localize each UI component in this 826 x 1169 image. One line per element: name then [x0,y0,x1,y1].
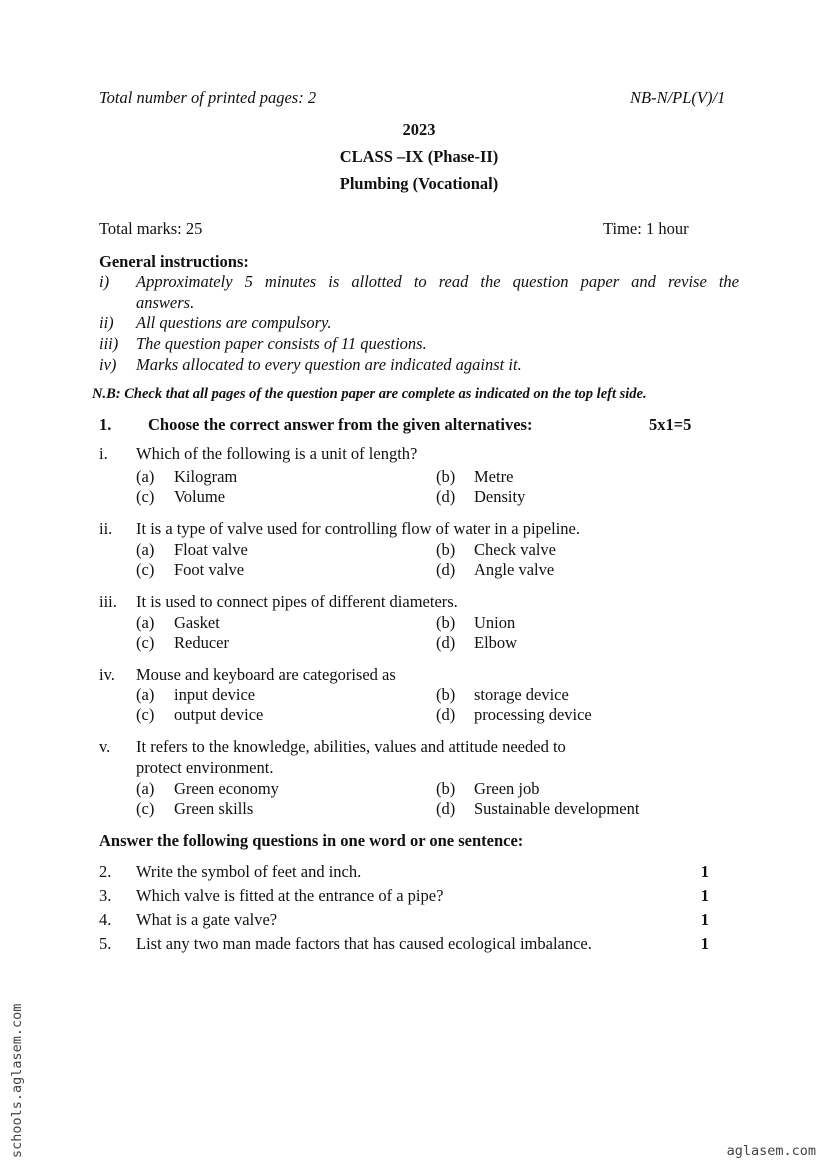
instruction-number: iv) [99,355,117,374]
exam-year: 2023 [402,120,436,139]
bottom-watermark: aglasem.com [726,1143,816,1159]
question-text: It refers to the knowledge, abilities, values and attitude needed to [136,737,566,756]
subject-title: Plumbing (Vocational) [339,174,499,193]
instruction-item [99,313,739,333]
option-a: (a) input device [136,685,256,704]
question-text: Which of the following is a unit of length? [136,444,418,463]
total-marks: Total marks: 25 [99,219,203,238]
option-c: (c) Foot valve [136,560,245,579]
option-c: (c) Reducer [136,633,229,652]
option-b: (b) Check valve [436,540,557,559]
question-text: It is used to connect pipes of different diameters. [136,592,458,611]
question-number: 2. [99,862,112,881]
question-number: ii. [99,519,113,538]
question-number: iv. [99,665,115,684]
option-d: (d) Elbow [436,633,518,652]
instruction-text: All questions are compulsory. [136,313,332,332]
question-text: What is a gate valve? [136,910,278,929]
question-number: 4. [99,910,112,929]
option-b: (b) Metre [436,467,514,486]
nb-note: N.B: Check that all pages of the question paper are complete as indicated on the top left side. [92,386,647,402]
option-a: (a) Green economy [136,779,279,798]
instruction-item [99,272,739,292]
question-text: Write the symbol of feet and inch. [136,862,362,881]
class-title: CLASS –IX (Phase-II) [339,147,499,166]
question-marks: 1 [700,862,709,881]
question-number: 5. [99,934,112,953]
section1-number: 1. [99,415,112,434]
option-a: (a) Float valve [136,540,248,559]
option-b: (b) Union [436,613,516,632]
option-d: (d) processing device [436,705,592,724]
question-marks: 1 [700,934,709,953]
section1-title: Choose the correct answer from the given alternatives: [148,415,533,434]
instruction-number: i) [99,272,110,291]
instruction-text: The question paper consists of 11 questions. [136,334,427,353]
option-d: (d) Density [436,487,526,506]
question-number: v. [99,737,111,756]
option-b: (b) storage device [436,685,569,704]
question-number: iii. [99,592,117,611]
question-text-continuation: protect environment. [136,758,274,777]
paper-code: NB-N/PL(V)/1 [630,88,726,107]
instruction-number: ii) [99,313,114,332]
question-text: It is a type of valve used for controlling flow of water in a pipeline. [136,519,580,538]
section2-title: Answer the following questions in one word or one sentence: [99,831,524,850]
instruction-text: answers. [136,293,195,312]
option-b: (b) Green job [436,779,540,798]
question-marks: 1 [700,910,709,929]
instruction-text: Approximately 5 minutes is allotted to read the question paper and revise the [136,272,739,291]
option-a: (a) Kilogram [136,467,238,486]
option-d: (d) Sustainable development [436,799,640,818]
printed-pages-note: Total number of printed pages: 2 [99,88,317,107]
question-text: Which valve is fitted at the entrance of a pipe? [136,886,444,905]
instructions-title: General instructions: [99,252,249,271]
question-text: Mouse and keyboard are categorised as [136,665,396,684]
time-allowed: Time: 1 hour [603,219,689,238]
question-marks: 1 [700,886,709,905]
option-c: (c) Green skills [136,799,254,818]
option-c: (c) output device [136,705,264,724]
side-watermark: schools.aglasem.com [9,1003,25,1158]
instruction-number: iii) [99,334,119,353]
question-number: i. [99,444,108,463]
instruction-item-continuation [99,293,739,313]
section1-marks: 5x1=5 [649,415,692,434]
instruction-item [99,355,739,375]
option-a: (a) Gasket [136,613,220,632]
instruction-item [99,334,739,354]
option-d: (d) Angle valve [436,560,555,579]
option-c: (c) Volume [136,487,226,506]
instruction-text: Marks allocated to every question are indicated against it. [136,355,522,374]
question-text: List any two man made factors that has caused ecological imbalance. [136,934,592,953]
question-number: 3. [99,886,112,905]
